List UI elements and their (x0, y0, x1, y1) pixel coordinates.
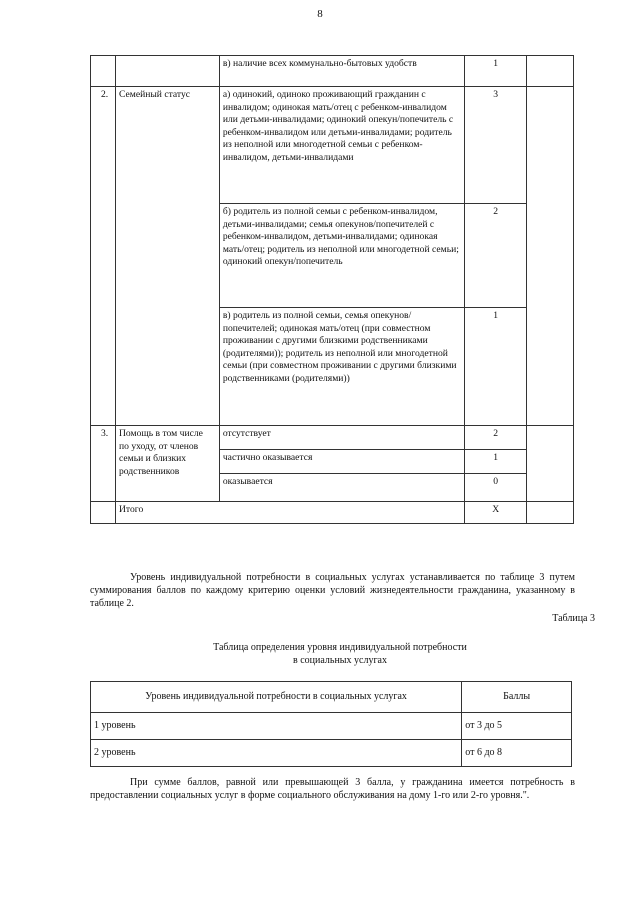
condition-text: оказывается (219, 474, 464, 502)
condition-score: 1 (465, 450, 527, 474)
condition-score: 2 (465, 426, 527, 450)
table-row (91, 713, 572, 740)
empty-cell (527, 56, 574, 87)
levels-table (90, 681, 572, 767)
caption-line: Таблица определения уровня индивидуальной потребности (213, 642, 467, 653)
table-3-label: Таблица 3 (552, 613, 595, 624)
empty-cell (527, 502, 574, 524)
condition-score: 1 (465, 56, 527, 87)
criterion-number: 2. (91, 87, 116, 426)
condition-text: в) родитель из полной семьи, семья опекунов/попечителей; одинокая мать/отец (при совместном проживании с другими близкими родственниками (родителями)); родитель из неполной или многодетной семьи (при совместном проживании с другими близкими родственниками (родителями)) (219, 308, 464, 426)
condition-text: частично оказывается (219, 450, 464, 474)
criterion-number: 3. (91, 426, 116, 502)
table-header-row (91, 682, 572, 713)
points-cell: от 3 до 5 (462, 713, 572, 740)
empty-cell (527, 87, 574, 426)
condition-score: 0 (465, 474, 527, 502)
criterion-name: Помощь в том числе по уходу, от членов семьи и близких родственников (115, 426, 219, 502)
level-cell: 2 уровень (91, 740, 462, 767)
total-row (91, 502, 574, 524)
condition-text: б) родитель из полной семьи с ребенком-инвалидом, детьми-инвалидами; семья опекунов/попечителей с ребенком-инвалидом, детьми-инвалидами; одинокая мать/отец; родитель из неполной или многодетной семьи; одинокий опекун/попечитель (219, 204, 464, 308)
paragraph-conclusion: При сумме баллов, равной или превышающей 3 балла, у гражданина имеется потребность в предоставлении социальных услуг в форме социального обслуживания на дому 1-го или 2-го уровня.". (90, 777, 575, 801)
table-row (91, 87, 574, 204)
table-3-caption (140, 641, 540, 667)
criterion-name: Семейный статус (115, 87, 219, 426)
empty-cell (91, 502, 116, 524)
criteria-table (90, 55, 574, 524)
condition-text: в) наличие всех коммунально-бытовых удобств (219, 56, 464, 87)
column-header-level: Уровень индивидуальной потребности в социальных услугах (91, 682, 462, 713)
condition-score: 1 (465, 308, 527, 426)
table-row (91, 426, 574, 450)
table-row (91, 740, 572, 767)
condition-score: 3 (465, 87, 527, 204)
column-header-points: Баллы (462, 682, 572, 713)
condition-text: отсутствует (219, 426, 464, 450)
condition-text: а) одинокий, одиноко проживающий гражданин с инвалидом; одинокая мать/отец с ребенком-инвалидом или детьми-инвалидами; одинокий опекун/попечитель с ребенком-инвалидом или детьми-инвалидами; родитель из неполной или многодетной семьи с ребенком-инвалидом, детьми-инвалидами (219, 87, 464, 204)
condition-score: 2 (465, 204, 527, 308)
paragraph-table-reference: Уровень индивидуальной потребности в социальных услугах устанавливается по таблице 3 путем суммирования баллов по каждому критерию оценки условий жизнедеятельности гражданина, указанному в таблице 2. (90, 572, 575, 609)
level-cell: 1 уровень (91, 713, 462, 740)
points-cell: от 6 до 8 (462, 740, 572, 767)
table-row (91, 56, 574, 87)
total-score: X (465, 502, 527, 524)
page-number: 8 (317, 8, 323, 20)
criterion-name (115, 56, 219, 87)
empty-cell (527, 426, 574, 502)
criterion-number (91, 56, 116, 87)
caption-line: в социальных услугах (293, 655, 387, 666)
total-label: Итого (115, 502, 464, 524)
